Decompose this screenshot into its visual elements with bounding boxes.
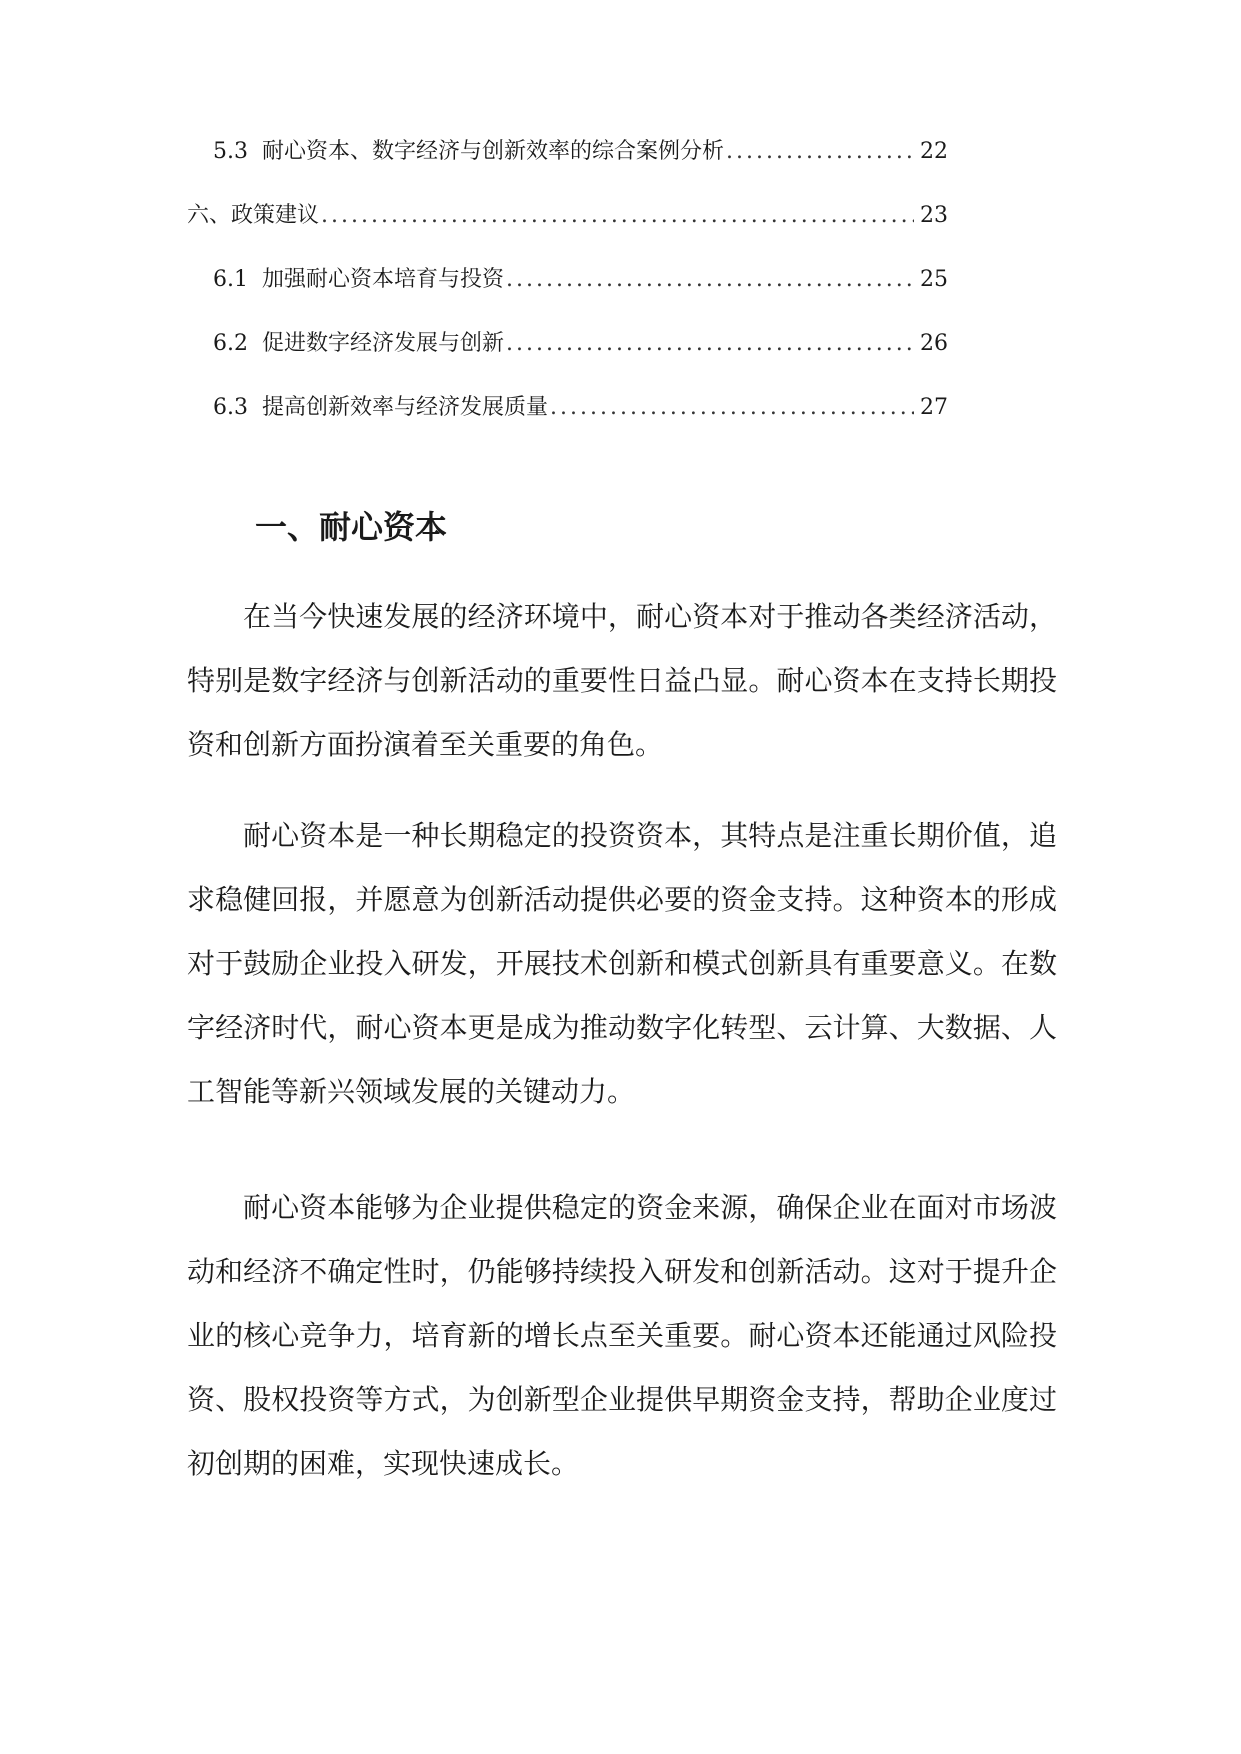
toc-entry-page: 26: [920, 331, 948, 356]
toc-entry-number: 6.2: [213, 331, 248, 356]
toc-entry-page: 25: [920, 267, 948, 292]
toc-leader-dots: [321, 200, 914, 232]
toc-entry-page: 27: [920, 395, 948, 420]
toc-entry-number: 6.1: [213, 267, 248, 292]
toc-entry-page: 22: [920, 139, 948, 164]
toc-entry-number: 5.3: [213, 139, 248, 164]
toc-entry-title: 提高创新效率与经济发展质量: [262, 395, 549, 420]
toc-entry-6-1[interactable]: [213, 264, 948, 296]
toc-entry-5-3[interactable]: [213, 136, 948, 168]
body-paragraph-1: 在当今快速发展的经济环境中，耐心资本对于推动各类经济活动，特别是数字经济与创新活动的重要性日益凸显。耐心资本在支持长期投资和创新方面扮演着至关重要的角色。: [187, 600, 1057, 761]
toc-entry-6-3[interactable]: [213, 392, 948, 424]
toc-leader-dots: [506, 328, 914, 360]
toc-entry-title: 加强耐心资本培育与投资: [262, 267, 505, 292]
toc-entry-page: 23: [920, 203, 948, 228]
toc-leader-dots: [726, 136, 914, 168]
toc-entry-title: 促进数字经济发展与创新: [262, 331, 505, 356]
toc-entry-6-2[interactable]: [213, 328, 948, 360]
toc-entry-number: 6.3: [213, 395, 248, 420]
toc-entry-title: 六、政策建议: [187, 203, 320, 228]
toc-leader-dots: [550, 392, 914, 424]
toc-leader-dots: [506, 264, 914, 296]
toc-entry-6[interactable]: [187, 200, 948, 232]
body-paragraph-3: 耐心资本能够为企业提供稳定的资金来源，确保企业在面对市场波动和经济不确定性时，仍能够持续投入研发和创新活动。这对于提升企业的核心竞争力，培育新的增长点至关重要。耐心资本还能通过风险投资、股权投资等方式，为创新型企业提供早期资金支持，帮助企业度过初创期的困难，实现快速成长。: [187, 1191, 1057, 1480]
toc-entry-title: 耐心资本、数字经济与创新效率的综合案例分析: [262, 139, 725, 164]
body-paragraph-2: 耐心资本是一种长期稳定的投资资本，其特点是注重长期价值，追求稳健回报，并愿意为创新活动提供必要的资金支持。这种资本的形成对于鼓励企业投入研发，开展技术创新和模式创新具有重要意义。在数字经济时代，耐心资本更是成为推动数字化转型、云计算、大数据、人工智能等新兴领域发展的关键动力。: [187, 819, 1057, 1108]
section-heading: 一、耐心资本: [255, 508, 448, 546]
